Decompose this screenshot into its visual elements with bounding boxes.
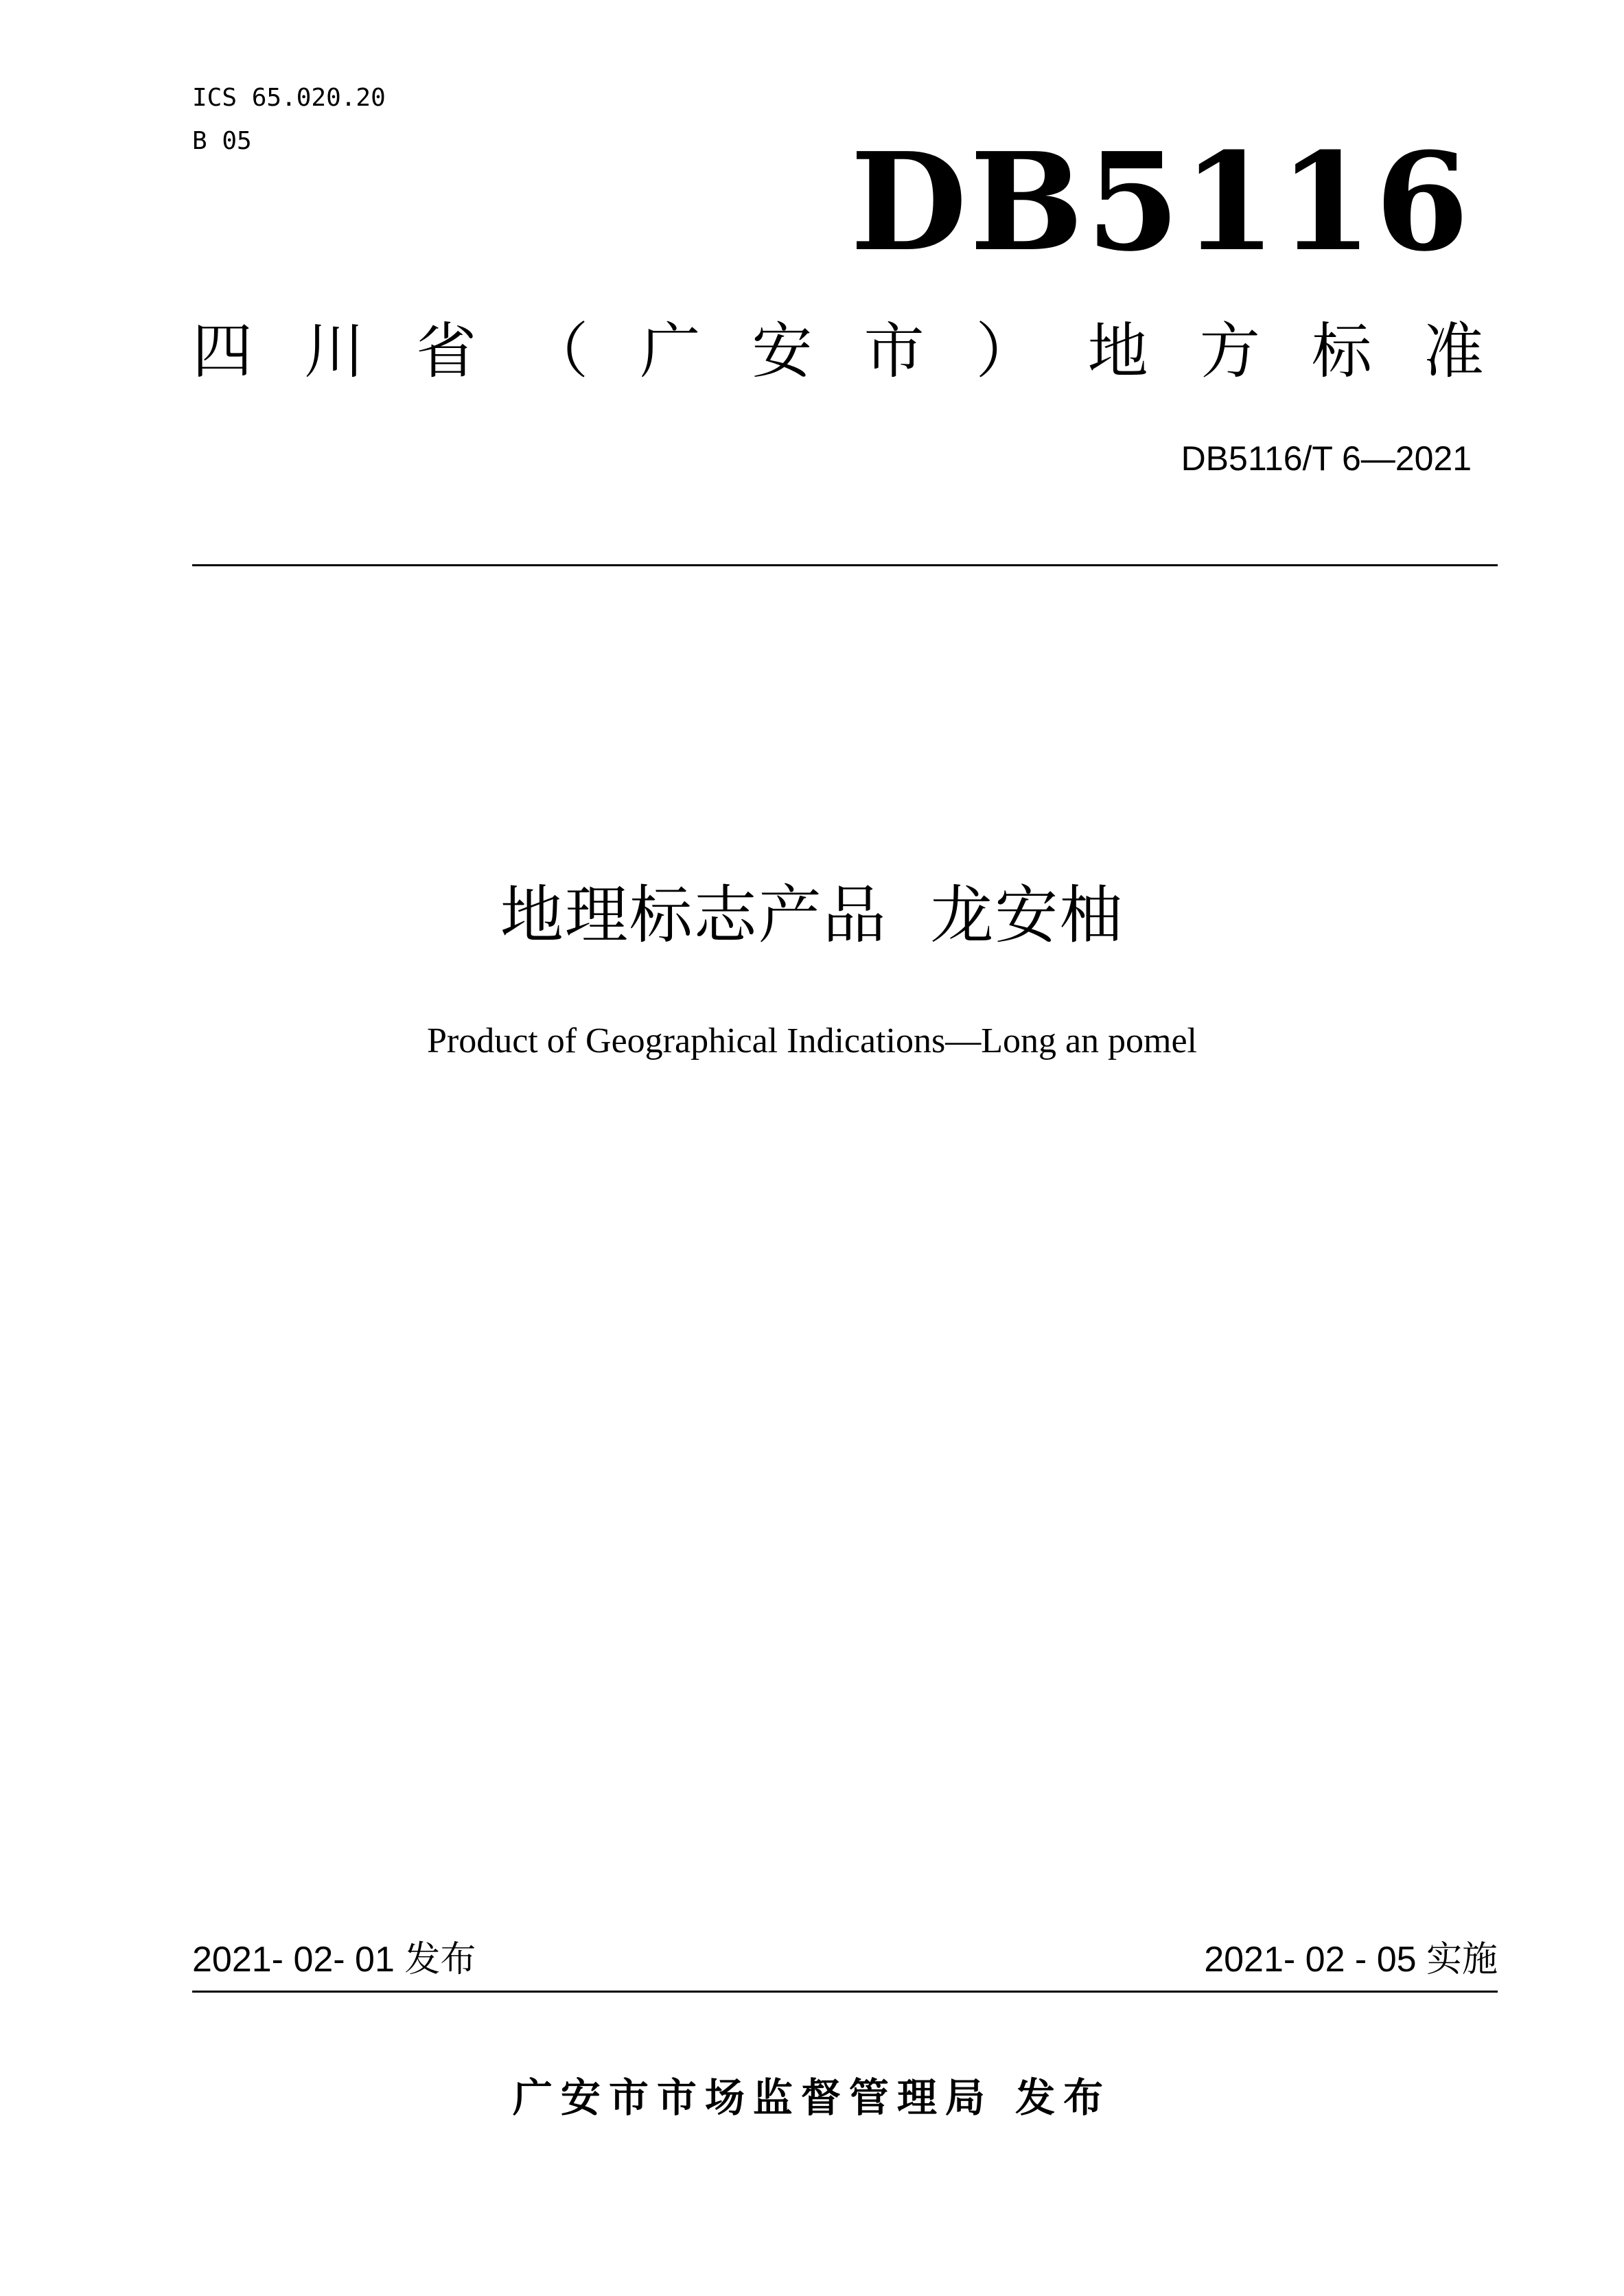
document-title-en: Product of Geographical Indications—Long an pomel (426, 1021, 1198, 1060)
standard-kind-char: 方 (1199, 316, 1260, 386)
standard-kind-char: 标 (1311, 316, 1372, 386)
standard-kind-char: （ (528, 316, 589, 386)
standard-kind-char: 四 (192, 316, 253, 386)
ccs-code: B 05 (192, 127, 252, 155)
standard-kind-char: 川 (304, 316, 365, 386)
document-title-cn: 地理标志产品 龙安柚 (500, 879, 1124, 952)
standard-kind-char: 省 (416, 316, 477, 386)
issuing-authority: 广安市市场监督管理局 发布 (512, 2074, 1112, 2121)
footer-divider (192, 1991, 1498, 1993)
ics-code: ICS 65.020.20 (192, 84, 386, 112)
standard-kind-char: 市 (863, 316, 925, 386)
standard-kind-char: 广 (640, 316, 701, 386)
implementation-date: 2021- 02 - 05 实施 (1204, 1940, 1498, 1980)
standard-kind (192, 314, 1484, 389)
standard-number: DB5116/T 6—2021 (1181, 439, 1472, 478)
standard-kind-char: ） (975, 316, 1036, 386)
issue-date: 2021- 02- 01 发布 (192, 1940, 476, 1980)
header-divider (192, 564, 1498, 566)
standard-kind-char: 准 (1423, 316, 1484, 386)
standard-kind-char: 安 (752, 316, 813, 386)
standard-kind-char: 地 (1087, 316, 1148, 386)
standard-code-logo: DB5116 (850, 124, 1472, 281)
